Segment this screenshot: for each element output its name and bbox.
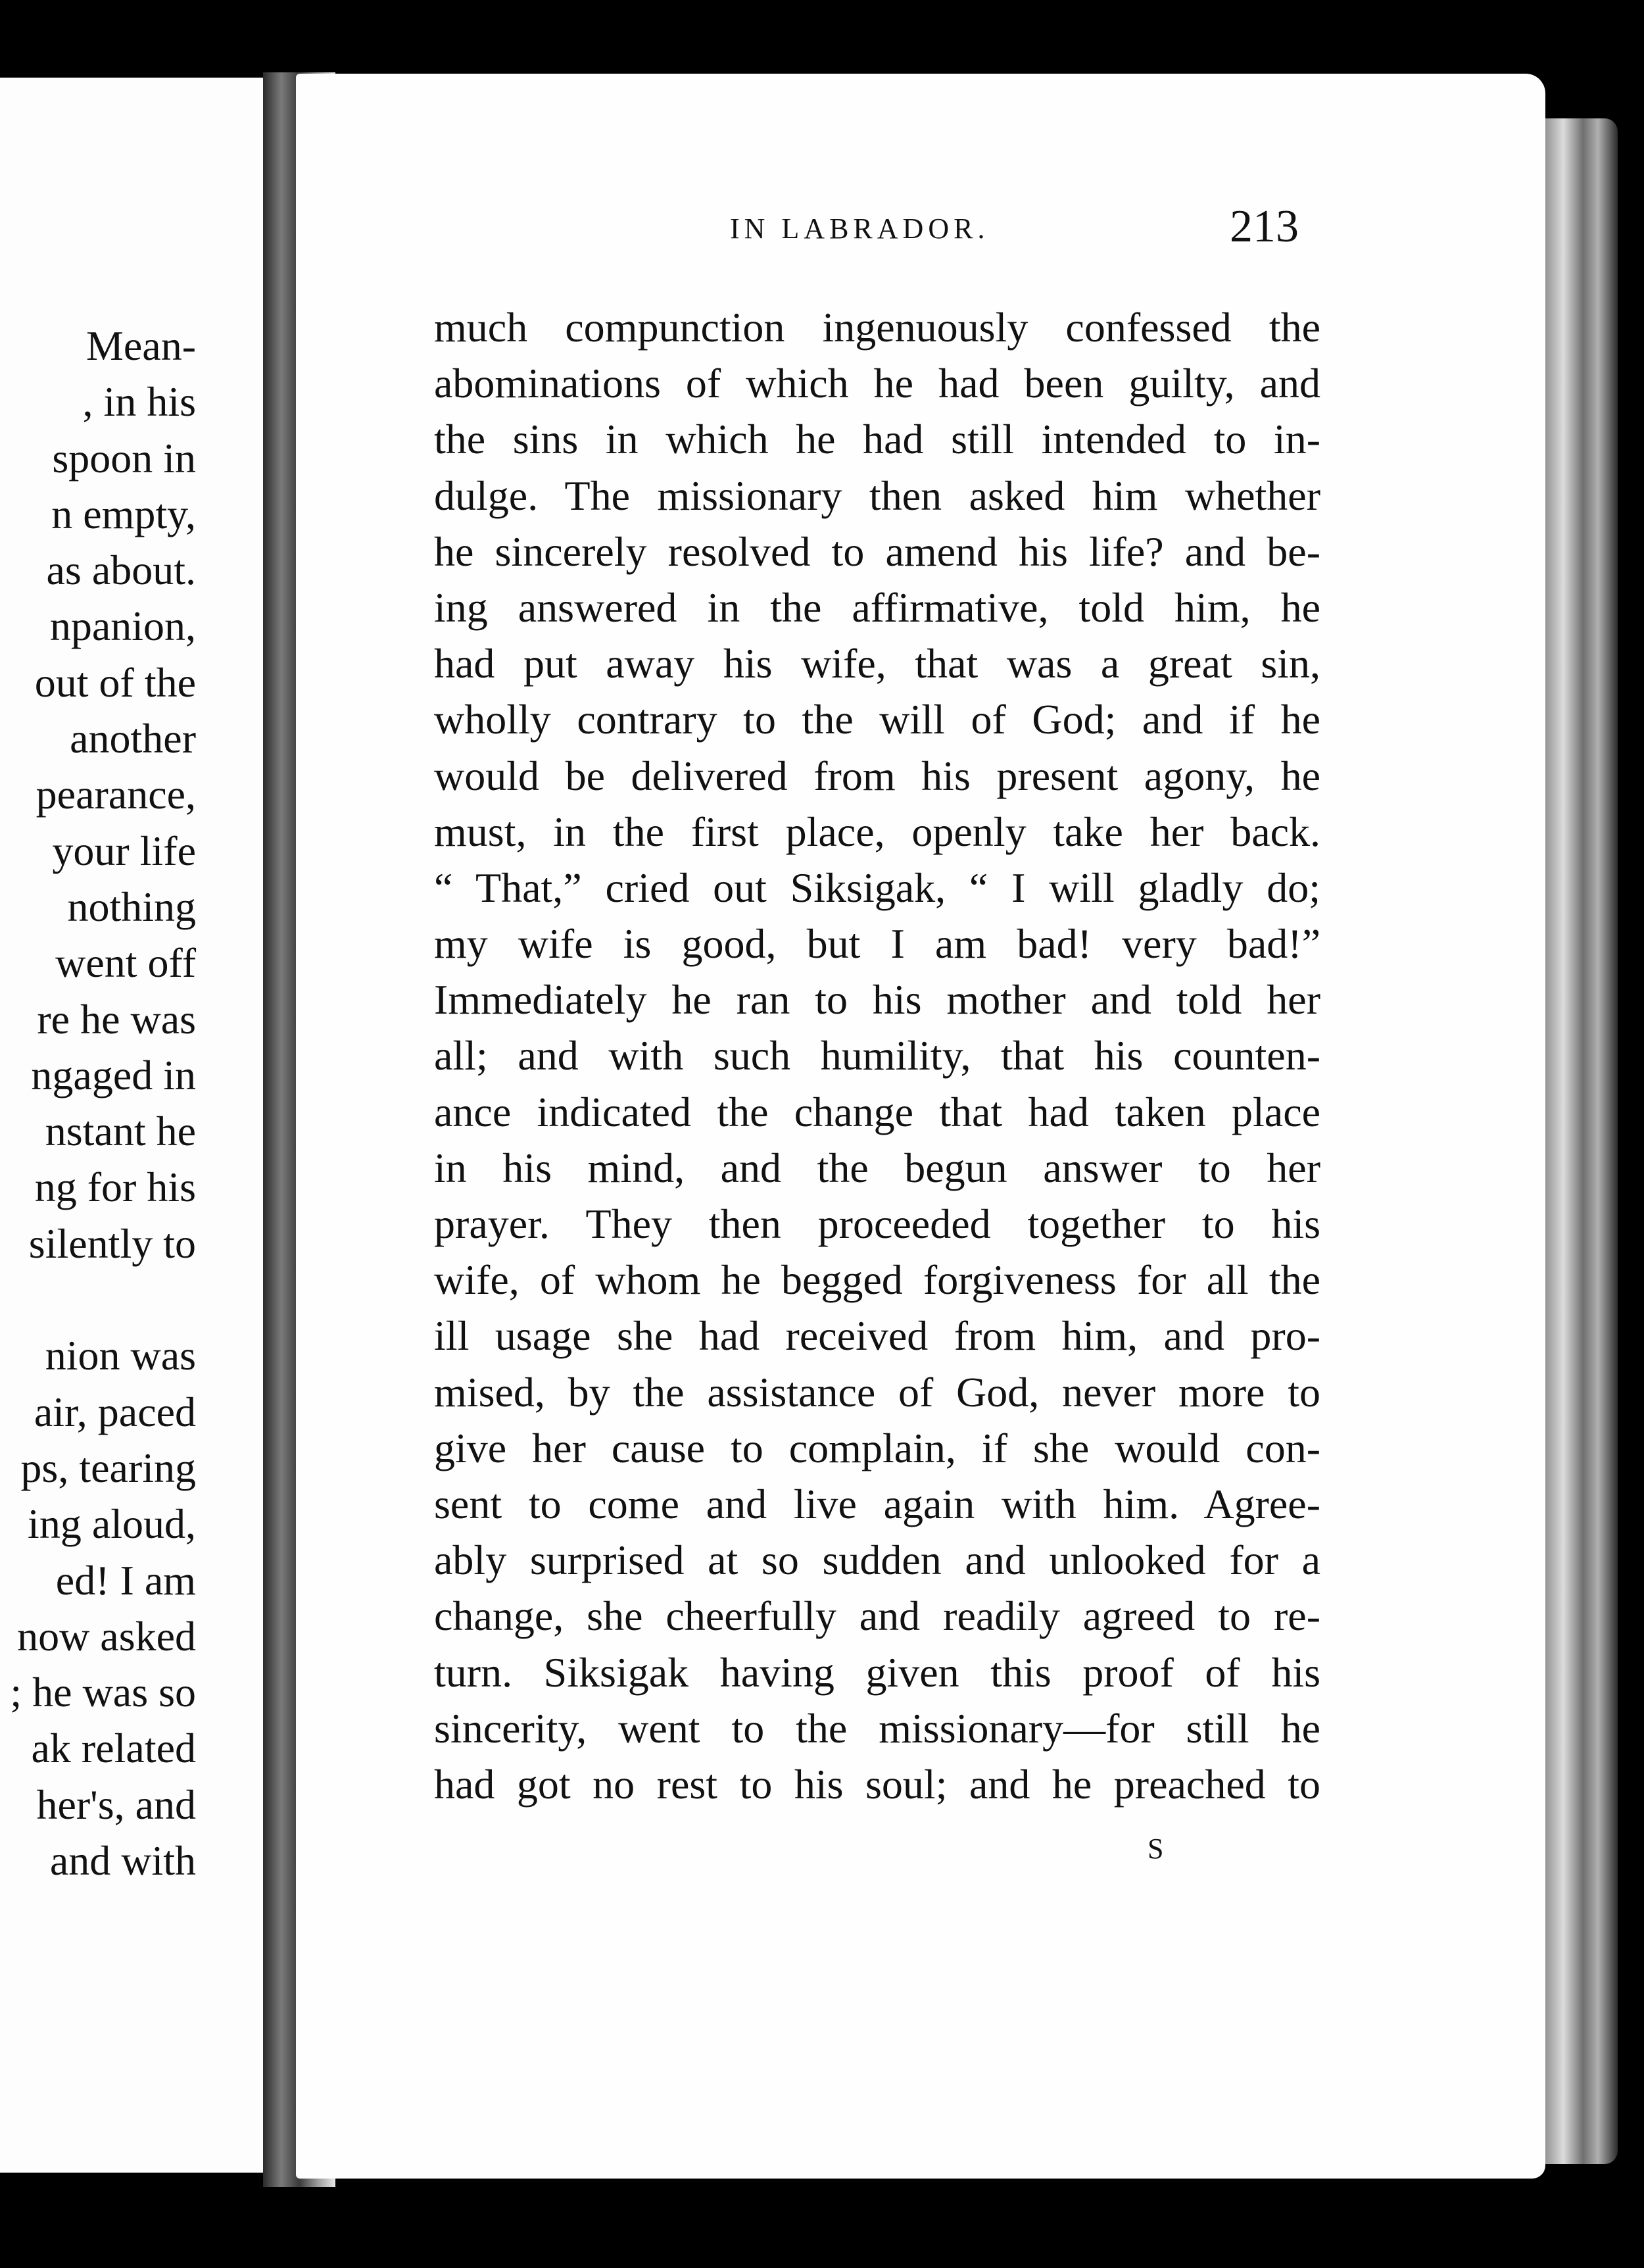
text-line: must, in the first place, openly take her back. [434, 808, 1320, 855]
left-page-line: , in his [82, 378, 196, 426]
text-line: ill usage she had received from him, and pro- [434, 1312, 1320, 1360]
text-line: turn. Siksigak having given this proof of his [434, 1648, 1320, 1696]
text-line: Immediately he ran to his mother and told her [434, 976, 1320, 1023]
page-number: 213 [1230, 201, 1299, 252]
text-line: ing answered in the affirmative, told him, he [434, 583, 1320, 631]
text-line: change, she cheerfully and readily agreed to re- [434, 1592, 1320, 1640]
text-line: sincerity, went to the missionary—for still he [434, 1704, 1320, 1752]
text-line: prayer. They then proceeded together to his [434, 1200, 1320, 1247]
left-page-line: now asked [17, 1612, 196, 1660]
text-line: all; and with such humility, that his counten- [434, 1032, 1320, 1079]
left-page-text [10, 318, 196, 1888]
left-page-line: silently to [28, 1220, 196, 1267]
left-page-line: n empty, [51, 490, 196, 537]
text-line: “ That,” cried out Siksigak, “ I will gladly do; [434, 864, 1320, 911]
text-line: ably surprised at so sudden and unlooked for a [434, 1537, 1320, 1584]
left-page-line: another [70, 715, 196, 762]
left-page-line: your life [52, 827, 196, 874]
left-page-line: Mean- [85, 322, 196, 369]
left-page-line: out of the [34, 658, 196, 706]
left-page-line: air, paced [34, 1388, 196, 1435]
left-page-line: ing aloud, [28, 1500, 196, 1548]
text-line: much compunction ingenuously confessed the [434, 304, 1320, 351]
text-line: wholly contrary to the will of God; and if he [434, 696, 1320, 743]
left-page-line: and with [49, 1837, 196, 1885]
running-head: IN LABRADOR. [730, 212, 990, 245]
text-line: had got no rest to his soul; and he preached to [434, 1760, 1320, 1808]
signature-mark: S [1148, 1833, 1164, 1865]
text-line: sent to come and live again with him. Agree- [434, 1480, 1320, 1527]
text-line: had put away his wife, that was a great sin, [434, 640, 1320, 687]
text-line: in his mind, and the begun answer to her [434, 1144, 1320, 1191]
left-page-line: as about. [46, 547, 196, 594]
text-line: the sins in which he had still intended to in- [434, 416, 1320, 463]
left-page-line: ps, tearing [20, 1444, 196, 1491]
left-page-line: nion was [45, 1332, 196, 1379]
left-page-line: nothing [67, 883, 196, 930]
left-page-line: ak related [31, 1725, 196, 1772]
text-line: he sincerely resolved to amend his life? and be- [434, 528, 1320, 575]
left-page-line: ng for his [34, 1164, 196, 1211]
left-page-line: ed! I am [55, 1556, 196, 1604]
left-page-line: re he was [37, 995, 196, 1043]
left-page-line: ngaged in [31, 1051, 196, 1098]
left-page-line: spoon in [52, 434, 196, 481]
text-line: wife, of whom he begged forgiveness for all the [434, 1256, 1320, 1304]
text-line: dulge. The missionary then asked him whether [434, 472, 1320, 519]
text-line: abominations of which he had been guilty, and [434, 360, 1320, 407]
left-page-line: her's, and [36, 1781, 196, 1828]
text-line: mised, by the assistance of God, never more to [434, 1368, 1320, 1416]
left-page-line: ; he was so [10, 1669, 196, 1716]
left-page-line [10, 1271, 196, 1327]
text-line: ance indicated the change that had taken place [434, 1088, 1320, 1135]
body-text [434, 299, 1320, 1812]
left-page-line: nstant he [45, 1108, 196, 1155]
text-line: would be delivered from his present agony, he [434, 752, 1320, 799]
text-line: give her cause to complain, if she would con- [434, 1424, 1320, 1471]
text-line: my wife is good, but I am bad! very bad!” [434, 920, 1320, 968]
left-page-line: pearance, [36, 771, 196, 818]
left-page-line: went off [55, 939, 196, 987]
left-page-line: npanion, [49, 603, 196, 650]
left-page [0, 78, 276, 2173]
